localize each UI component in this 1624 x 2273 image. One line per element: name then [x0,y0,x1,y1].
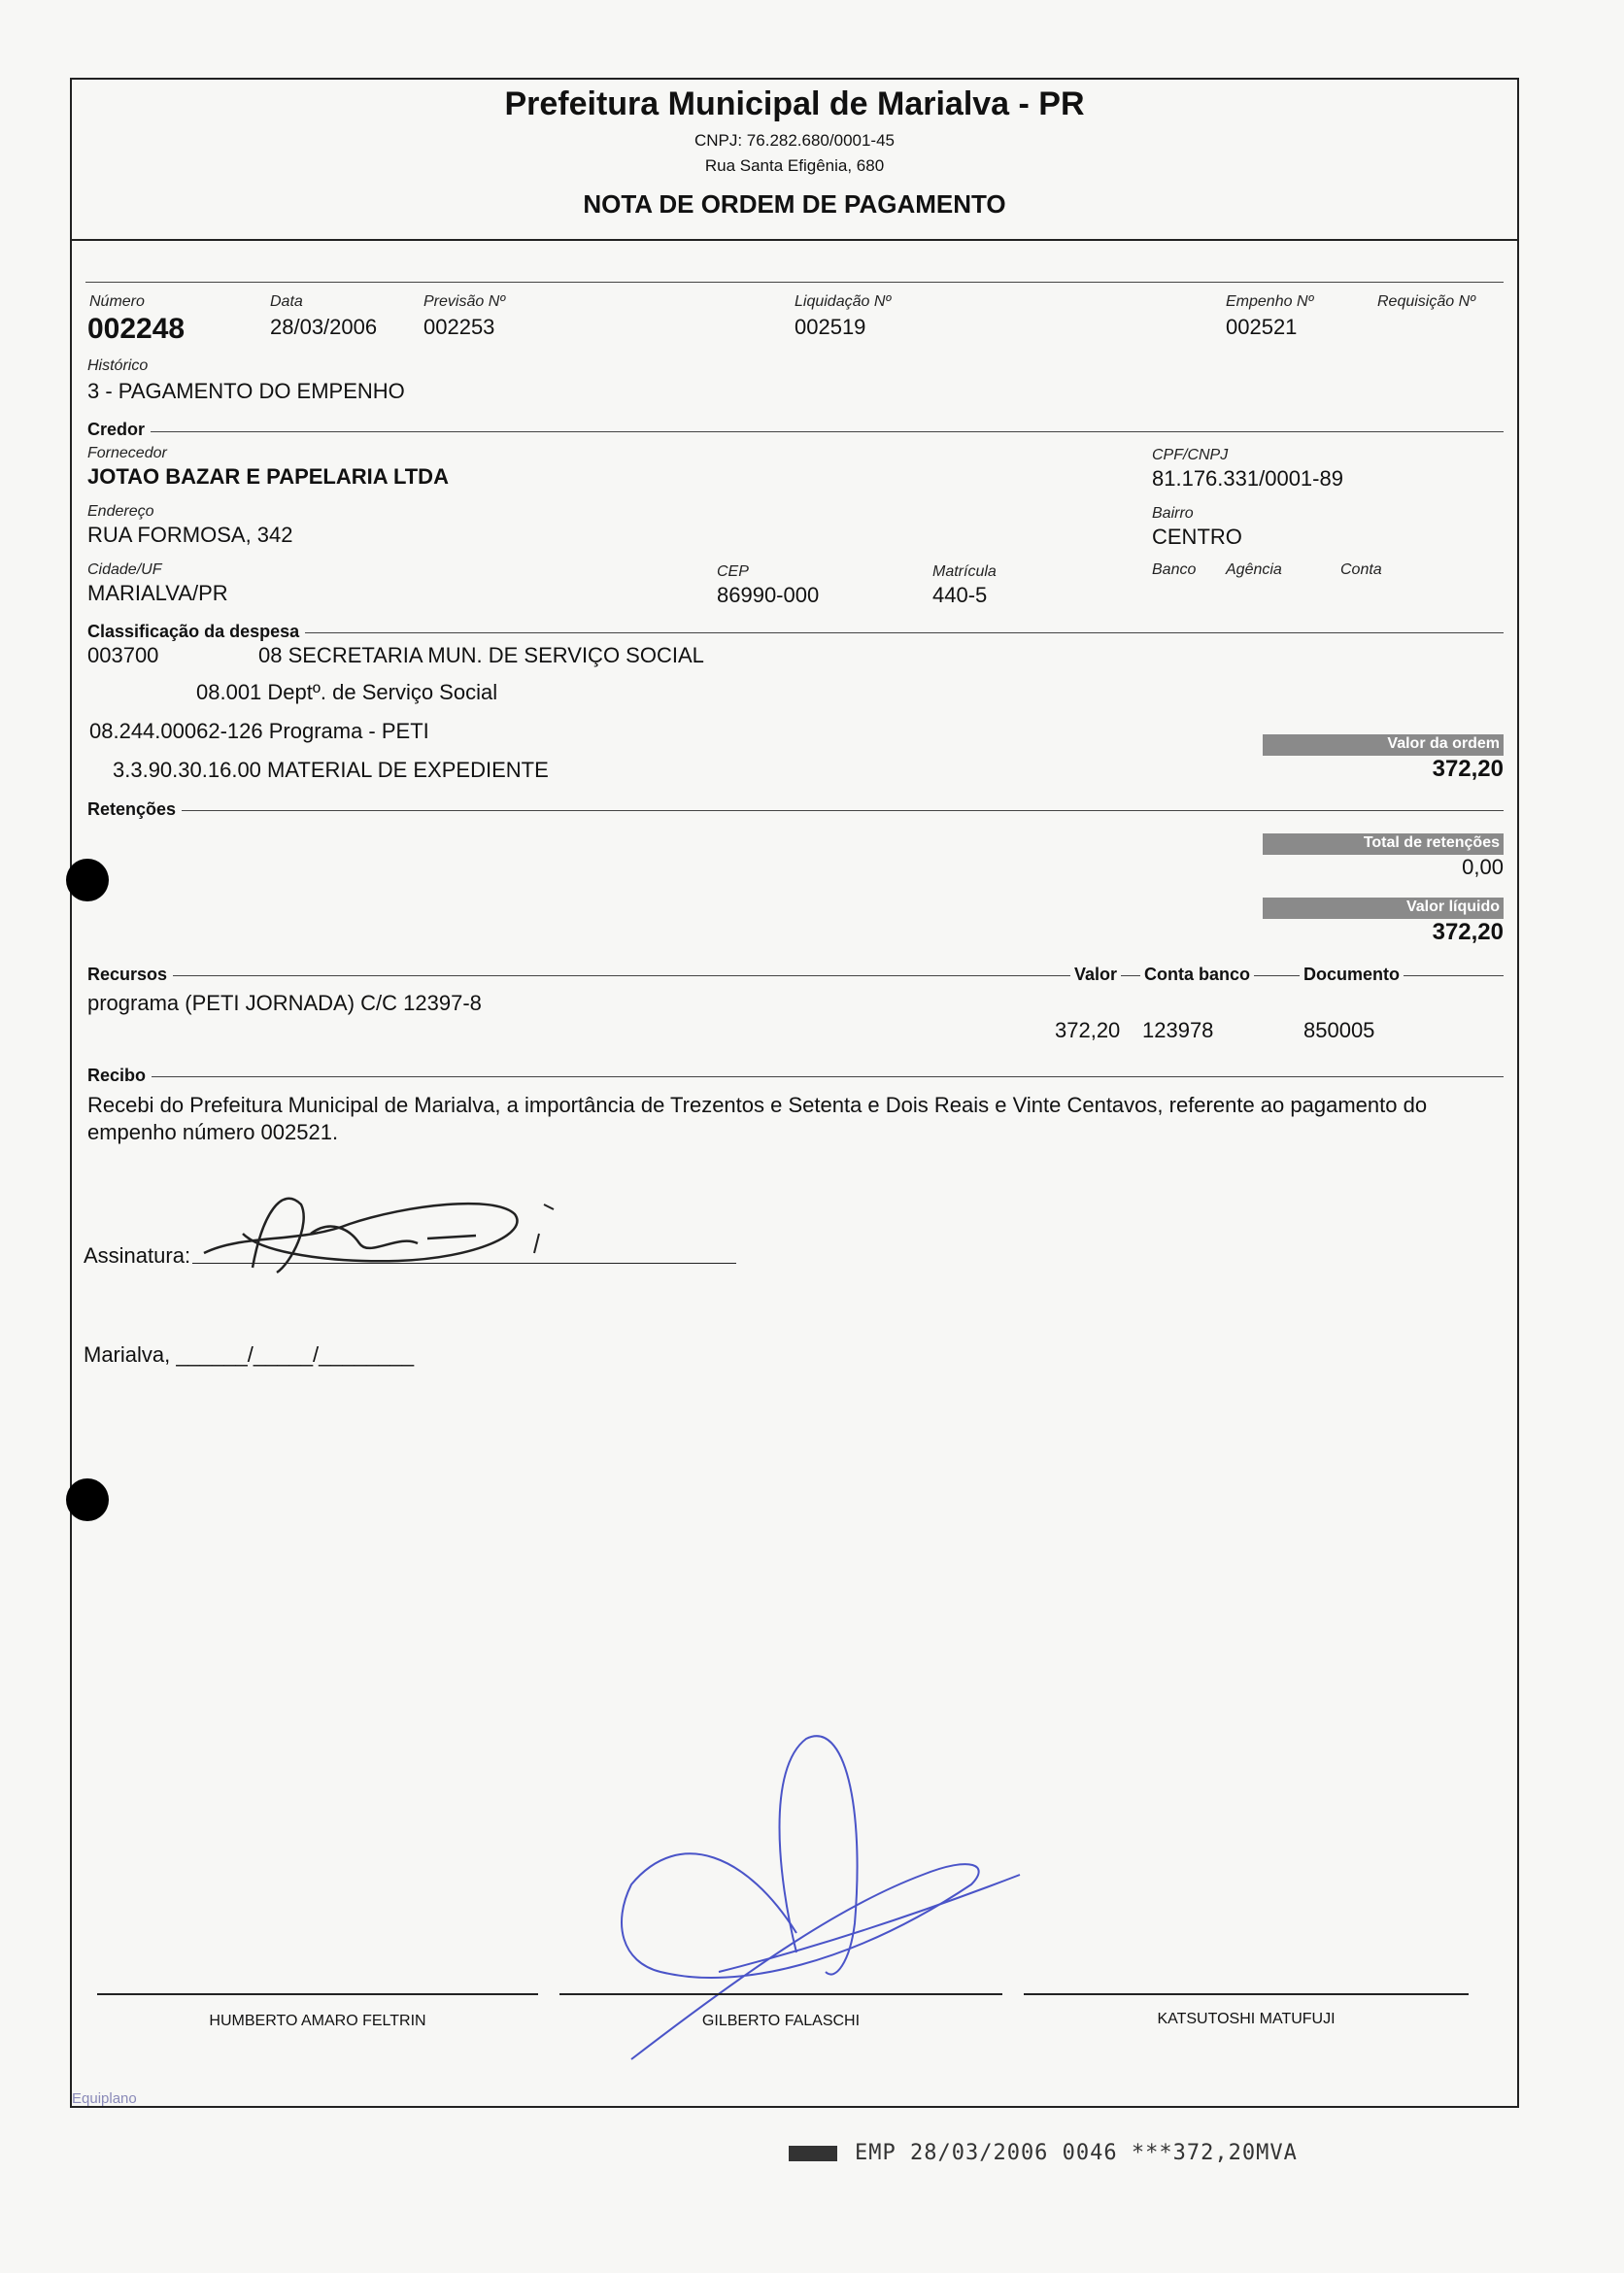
recursos-documento-header: Documento [1300,965,1404,985]
recibo-section-title: Recibo [87,1066,152,1086]
data-value: 28/03/2006 [270,315,378,339]
liquidacao-label: Liquidação Nº [795,293,892,310]
historico-label: Histórico [87,357,149,374]
data-label: Data [270,293,303,310]
retencoes-section-title: Retenções [87,799,182,820]
recursos-valor: 372,20 [1055,1018,1121,1042]
recursos-rule [87,975,1504,976]
banco-label: Banco [1152,561,1197,578]
cep-value: 86990-000 [717,583,820,607]
agencia-label: Agência [1226,561,1282,578]
bank-stamp [789,2141,1298,2165]
valor-liquido-value: 372,20 [1432,919,1504,945]
software-footer: Equiplano [72,2090,137,2107]
municipality-title: Prefeitura Municipal de Marialva - PR [504,85,1085,122]
requisicao-label: Requisição Nº [1377,293,1475,310]
bairro-label: Bairro [1152,505,1194,522]
cidade-label: Cidade/UF [87,561,162,578]
header-divider [70,239,1519,241]
signature-line-2 [559,1993,1002,1995]
address-text: Rua Santa Efigênia, 680 [704,156,885,175]
credor-rule [87,431,1504,432]
cidade-value: MARIALVA/PR [87,581,228,605]
recursos-section-title: Recursos [87,965,173,985]
valor-ordem-label: Valor da ordem [1263,734,1504,756]
numero-value: 002248 [87,313,186,345]
matricula-label: Matrícula [932,563,997,580]
matricula-value: 440-5 [932,583,988,607]
fornecedor-label: Fornecedor [87,445,167,461]
cpf-value: 81.176.331/0001-89 [1152,466,1343,491]
top-divider [85,282,1504,283]
bank-stamp-text: EMP 28/03/2006 0046 ***372,20MVA [855,2141,1298,2165]
total-retencoes-value: 0,00 [1462,855,1504,879]
cep-label: CEP [717,563,749,580]
numero-label: Número [89,293,145,310]
recibo-text: Recebi do Prefeitura Municipal de Marialva, a importância de Trezentos e Setenta e Dois Reais e Vinte Centavos, referente ao pagamento do empenho número 002521. [87,1093,1428,1144]
liquidacao-value: 002519 [795,315,866,339]
classificacao-departamento: 08.001 Deptº. de Serviço Social [196,680,498,704]
signatory-name-2: GILBERTO FALASCHI [701,2013,861,2029]
valor-ordem-value: 372,20 [1432,756,1504,782]
signature-line-1 [97,1993,538,1995]
conta-label: Conta [1340,561,1382,578]
signatory-name-3: KATSUTOSHI MATUFUJI [1157,2011,1336,2027]
recursos-valor-header: Valor [1070,965,1121,985]
local-date: Marialva, ______/_____/________ [84,1342,415,1367]
bank-logo-icon [789,2146,837,2161]
retencoes-rule [87,810,1504,811]
classificacao-section-title: Classificação da despesa [87,622,305,642]
endereco-label: Endereço [87,503,154,520]
signature-line-3 [1024,1993,1469,1995]
document-title: NOTA DE ORDEM DE PAGAMENTO [583,189,1006,219]
recursos-conta-header: Conta banco [1140,965,1254,985]
valor-liquido-label: Valor líquido [1263,898,1504,919]
header [70,85,1519,220]
recibo-rule [87,1076,1504,1077]
classificacao-programa: 08.244.00062-126 Programa - PETI [89,719,429,743]
total-retencoes-label: Total de retenções [1263,833,1504,855]
recursos-descricao: programa (PETI JORNADA) C/C 12397-8 [87,991,482,1015]
signatory-name-1: HUMBERTO AMARO FELTRIN [209,2013,426,2029]
recursos-conta: 123978 [1142,1018,1214,1042]
binder-hole-bottom [66,1478,109,1521]
recibo-signature [185,1175,573,1292]
cpf-label: CPF/CNPJ [1152,447,1229,463]
empenho-value: 002521 [1226,315,1298,339]
bairro-value: CENTRO [1152,525,1242,549]
cnpj-text: CNPJ: 76.282.680/0001-45 [694,131,896,150]
credor-section-title: Credor [87,420,151,440]
empenho-label: Empenho Nº [1226,293,1314,310]
endereco-value: RUA FORMOSA, 342 [87,523,293,547]
binder-hole-top [66,859,109,901]
previsao-value: 002253 [423,315,495,339]
classificacao-code: 003700 [87,643,159,667]
assinatura-label: Assinatura: [84,1243,191,1268]
historico-value: 3 - PAGAMENTO DO EMPENHO [87,379,405,403]
classificacao-natureza: 3.3.90.30.16.00 MATERIAL DE EXPEDIENTE [113,758,549,782]
previsao-label: Previsão Nº [423,293,506,310]
recursos-documento: 850005 [1303,1018,1375,1042]
fornecedor-value: JOTAO BAZAR E PAPELARIA LTDA [87,464,449,489]
classificacao-secretaria: 08 SECRETARIA MUN. DE SERVIÇO SOCIAL [258,643,704,667]
